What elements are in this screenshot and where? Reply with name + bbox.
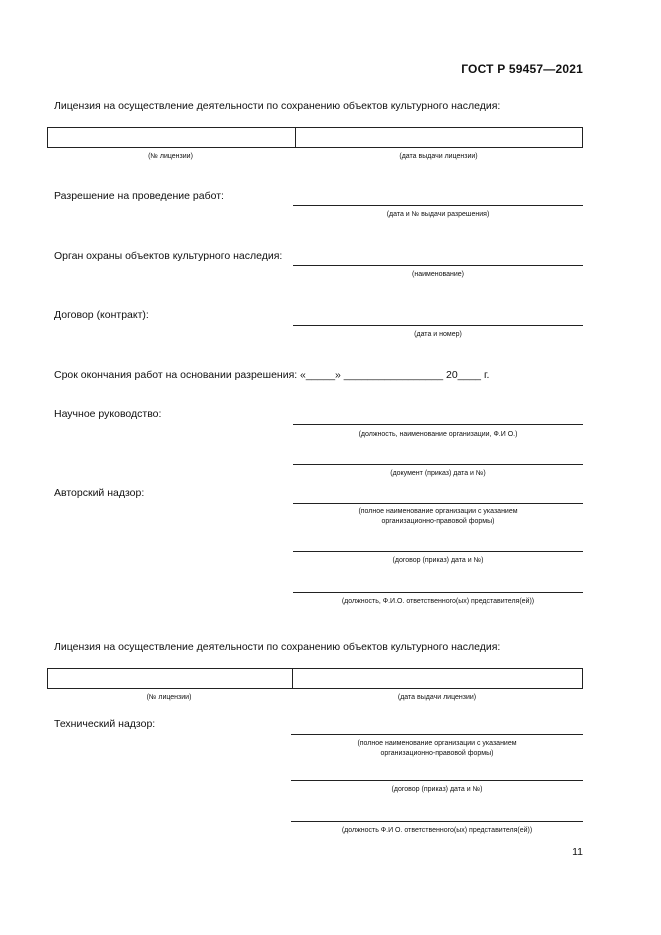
author-supervision-line-3[interactable] <box>293 592 583 593</box>
technical-supervision-line-2[interactable] <box>291 780 583 781</box>
technical-supervision-line-3[interactable] <box>291 821 583 822</box>
author-supervision-caption-1 <box>293 507 583 527</box>
technical-supervision-caption-1 <box>291 739 583 759</box>
license-1-date-caption: (дата выдачи лицензии) <box>399 153 478 160</box>
authority-line[interactable] <box>293 265 583 266</box>
contract-label: Договор (контракт): <box>54 309 149 321</box>
license-2-number-caption: (№ лицензии) <box>146 694 192 701</box>
license-1-table <box>47 127 583 148</box>
contract-caption: (дата и номер) <box>414 331 462 338</box>
scientific-line-1[interactable] <box>293 424 583 425</box>
deadline-label: Срок окончания работ на основании разрешения: <box>54 369 298 381</box>
license-1-number-caption: (№ лицензии) <box>148 153 193 160</box>
license-2-number-field[interactable] <box>48 669 292 688</box>
technical-supervision-label: Технический надзор: <box>54 718 156 730</box>
author-supervision-line-1[interactable] <box>293 503 583 504</box>
license-2-table <box>47 668 583 689</box>
technical-supervision-caption-1a: (полное наименование организации с указанием <box>357 740 517 747</box>
scientific-label: Научное руководство: <box>54 408 162 420</box>
license-2-title: Лицензия на осуществление деятельности по сохранению объектов культурного наследия: <box>54 641 501 653</box>
author-supervision-caption-3: (должность, Ф.И.О. ответственного(ых) представителя(ей)) <box>341 598 535 605</box>
page-number: 11 <box>572 846 583 858</box>
technical-supervision-line-1[interactable] <box>291 734 583 735</box>
technical-supervision-caption-3: (должность Ф.И О. ответственного(ых) представителя(ей)) <box>341 827 533 834</box>
license-2-date-field[interactable] <box>292 669 582 688</box>
license-2-date-caption: (дата выдачи лицензии) <box>397 694 477 701</box>
permit-label: Разрешение на проведение работ: <box>54 190 224 202</box>
authority-label: Орган охраны объектов культурного наследия: <box>54 250 283 262</box>
author-supervision-caption-2: (договор (приказ) дата и №) <box>392 557 484 564</box>
author-supervision-line-2[interactable] <box>293 551 583 552</box>
permit-line[interactable] <box>293 205 583 206</box>
deadline-value[interactable]: «_____» _________________ 20____ г. <box>300 369 490 381</box>
license-1-number-field[interactable] <box>48 128 295 147</box>
permit-caption: (дата и № выдачи разрешения) <box>386 211 490 218</box>
technical-supervision-caption-2: (договор (приказ) дата и №) <box>391 786 483 793</box>
author-supervision-caption-1b: организационно-правовой формы) <box>381 518 495 525</box>
contract-line[interactable] <box>293 325 583 326</box>
scientific-caption-1: (должность, наименование организации, Ф.И О.) <box>358 431 518 438</box>
author-supervision-caption-1a: (полное наименование организации с указанием <box>358 508 518 515</box>
license-1-title: Лицензия на осуществление деятельности по сохранению объектов культурного наследия: <box>54 100 501 112</box>
document-id: ГОСТ Р 59457—2021 <box>461 62 583 76</box>
scientific-line-2[interactable] <box>293 464 583 465</box>
scientific-caption-2: (документ (приказ) дата и №) <box>390 470 486 477</box>
license-1-date-field[interactable] <box>295 128 582 147</box>
author-supervision-label: Авторский надзор: <box>54 487 145 499</box>
technical-supervision-caption-1b: организационно-правовой формы) <box>380 750 494 757</box>
authority-caption: (наименование) <box>412 271 464 278</box>
